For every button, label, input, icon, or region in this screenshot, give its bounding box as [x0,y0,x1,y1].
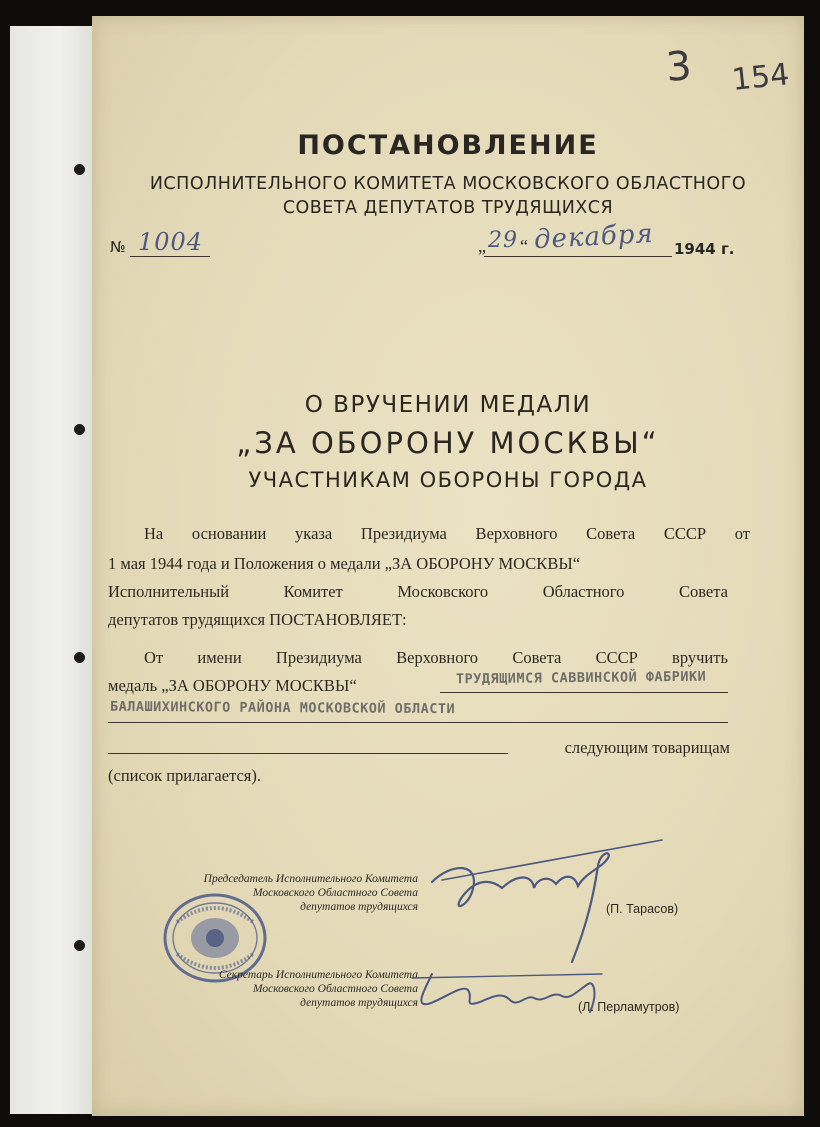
number-underline [130,256,210,257]
body-p2-line-1: От имени Президиума Верховного Совета СССР вручить [144,648,728,667]
decree-month: декабря [533,218,655,256]
date-underline [484,256,672,257]
binding-hole [74,940,85,951]
recipient-underline-3 [108,753,508,754]
document-title: ПОСТАНОВЛЕНИЕ [297,130,599,161]
binding-hole [74,164,85,175]
decree-sheet [92,16,804,1116]
binding-strip [10,26,100,1114]
chairman-title-line-3: депутатов трудящихся [300,901,418,913]
recipient-stamp-line-1: ТРУДЯЩИМСЯ САВВИНСКОЙ ФАБРИКИ [455,668,707,688]
recipient-underline-2 [108,722,728,723]
subject-line-2: „ЗА ОБОРОНУ МОСКВЫ“ [236,426,660,460]
secretary-title-line-1: Секретарь Исполнительного Комитета [218,969,418,981]
date-quote-open: „ [478,236,486,256]
sheet-number: 3 [664,43,694,91]
body-p2-line-4: следующим товарищам [564,738,730,757]
decree-day: 29 [488,228,518,253]
body-p2-line-5: (список прилагается). [108,766,262,785]
chairman-title-line-1: Председатель Исполнительного Комитета [203,873,418,885]
body-p1-line-4: депутатов трудящихся ПОСТАНОВЛЯЕТ: [108,610,407,629]
subject-line-1: О ВРУЧЕНИИ МЕДАЛИ [304,392,592,418]
date-quote-close: “ [520,236,528,256]
decree-year: 1944 г. [674,240,735,258]
issuer-line-2: СОВЕТА ДЕПУТАТОВ ТРУДЯЩИХСЯ [282,198,614,218]
issuer-line-1: ИСПОЛНИТЕЛЬНОГО КОМИТЕТА МОСКОВСКОГО ОБЛАСТНОГО [149,174,747,194]
secretary-name: (Л. Перламутров) [578,1000,680,1014]
chairman-title-line-2: Московского Областного Совета [252,887,418,899]
binding-hole [74,652,85,663]
recipient-underline-1 [440,692,728,693]
decree-number: 1004 [138,228,204,256]
body-p1-line-1: На основании указа Президиума Верховного Совета СССР от [144,524,750,543]
binding-hole [74,424,85,435]
folio-number: 154 [730,57,791,98]
recipient-stamp-line-2: БАЛАШИХИНСКОГО РАЙОНА МОСКОВСКОЙ ОБЛАСТИ [109,698,456,718]
body-p1-line-3: Исполнительный Комитет Московского Областного Совета [108,582,728,601]
chairman-name: (П. Тарасов) [606,902,679,916]
secretary-title-line-2: Московского Областного Совета [252,983,418,995]
secretary-title-line-3: депутатов трудящихся [300,997,418,1009]
body-p2-line-2: медаль „ЗА ОБОРОНУ МОСКВЫ“ [108,676,357,695]
secretary-signature [402,954,612,1034]
chairman-signature [422,822,672,972]
subject-line-3: УЧАСТНИКАМ ОБОРОНЫ ГОРОДА [248,468,648,492]
secretary-title [132,968,418,1010]
body-p1-line-2: 1 мая 1944 года и Положения о медали „ЗА ОБОРОНУ МОСКВЫ“ [108,554,581,573]
number-prefix: № [110,238,126,256]
